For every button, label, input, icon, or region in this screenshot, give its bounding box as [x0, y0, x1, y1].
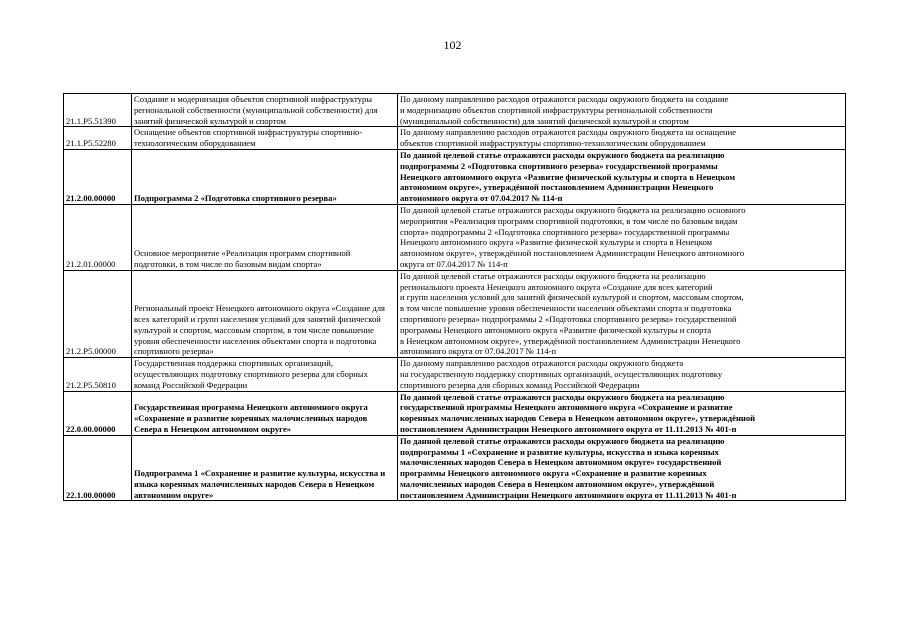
target-item-name: Региональный проект Ненецкого автономного округа «Создание для всех категорий и групп населения условий для занятий физической культурой и спортом, массовым спортом, в том числе повышение уровня обеспеченности населения объектами спорта и подготовка спортивного резерва» [132, 270, 398, 357]
target-item-name: Государственная программа Ненецкого автономного округа «Сохранение и развитие коренных малочисленных народов Севера в Ненецком автономном округе» [132, 391, 398, 435]
target-item-code: 21.2.P5.00000 [64, 270, 132, 357]
target-item-name: Подпрограмма 2 «Подготовка спортивного резерва» [132, 149, 398, 204]
table-row [64, 270, 846, 357]
target-item-code: 22.0.00.00000 [64, 391, 132, 435]
target-item-description: По данному направлению расходов отражаются расходы окружного бюджета на государственную поддержку спортивных организаций, осуществляющих подготовку спортивного резерва для сборных команд Российской Федерации [398, 358, 846, 391]
table-row [64, 391, 846, 435]
target-item-description: По данной целевой статье отражаются расходы окружного бюджета на реализацию основного мероприятия «Реализация программ спортивной подготовки, в том числе по базовым видам спорта» подпрограммы 2 «Подготовка спортивного резерва» государственной программы Ненецкого автономного округа «Развитие физической культуры и спорта в Ненецком автономном округе», утверждённой постановлением Администрации Ненецкого автономного округа от 07.04.2017 № 114-п [398, 204, 846, 270]
budget-classification-table [63, 93, 846, 501]
target-item-code: 22.1.00.00000 [64, 435, 132, 501]
target-item-name: Оснащение объектов спортивной инфраструктуры спортивно-технологическим оборудованием [132, 127, 398, 150]
table-row [64, 127, 846, 150]
target-item-description: По данной целевой статье отражаются расходы окружного бюджета на реализацию подпрограммы 2 «Подготовка спортивного резерва» государственной программы Ненецкого автономного округа «Развитие физической культуры и спорта в Ненецком автономном округе», утверждённой постановлением Администрации Ненецкого автономного округа от 07.04.2017 № 114-п [398, 149, 846, 204]
table-row [64, 435, 846, 501]
page-number: 102 [443, 38, 462, 52]
table-row [64, 204, 846, 270]
table-row [64, 94, 846, 127]
target-item-name: Государственная поддержка спортивных организаций, осуществляющих подготовку спортивного резерва для сборных команд Российской Федерации [132, 358, 398, 391]
target-item-code: 21.2.01.00000 [64, 204, 132, 270]
target-item-name: Создание и модернизация объектов спортивной инфраструктуры региональной собственности (муниципальной собственности) для занятий физической культурой и спортом [132, 94, 398, 127]
table-row [64, 149, 846, 204]
target-item-description: По данной целевой статье отражаются расходы окружного бюджета на реализацию регионального проекта Ненецкого автономного округа «Создание для всех категорий и групп населения условий для занятий физической культурой и спортом, массовым спортом, в том числе повышение уровня обеспеченности населения объектами спорта и подготовка спортивного резерва» подпрограммы 2 «Подготовка спортивного резерва» государственной программы Ненецкого автономного округа «Развитие физической культуры и спорта в Ненецком автономном округе», утверждённой постановлением Администрации Ненецкого автономного округа от 07.04.2017 № 114-п [398, 270, 846, 357]
table-body [64, 94, 846, 501]
target-item-description: По данному направлению расходов отражаются расходы окружного бюджета на оснащение объектов спортивной инфраструктуры спортивно-технологическим оборудованием [398, 127, 846, 150]
target-item-code: 21.2.P5.50810 [64, 358, 132, 391]
target-item-code: 21.2.00.00000 [64, 149, 132, 204]
target-item-description: По данной целевой статье отражаются расходы окружного бюджета на реализацию подпрограммы 1 «Сохранение и развитие культуры, искусства и языка коренных малочисленных народов Севера в Ненецком автономном округе» государственной программы Ненецкого автономного округа «Сохранение и развитие коренных малочисленных народов Севера в Ненецком автономном округе», утверждённой постановлением Администрации Ненецкого автономного округа от 11.11.2013 № 401-п [398, 435, 846, 501]
table-row [64, 358, 846, 391]
target-item-code: 21.1.P5.51390 [64, 94, 132, 127]
target-item-name: Основное мероприятие «Реализация программ спортивной подготовки, в том числе по базовым видам спорта» [132, 204, 398, 270]
target-item-description: По данному направлению расходов отражаются расходы окружного бюджета на создание и модернизацию объектов спортивной инфраструктуры региональной собственности (муниципальной собственности) для занятий физической культурой и спортом [398, 94, 846, 127]
target-item-code: 21.1.P5.52280 [64, 127, 132, 150]
target-item-description: По данной целевой статье отражаются расходы окружного бюджета на реализацию государственной программы Ненецкого автономного округа «Сохранение и развитие коренных малочисленных народов Севера в Ненецком автономном округе», утверждённой постановлением Администрации Ненецкого автономного округа от 11.11.2013 № 401-п [398, 391, 846, 435]
target-item-name: Подпрограмма 1 «Сохранение и развитие культуры, искусства и языка коренных малочисленных народов Севера в Ненецком автономном округе» [132, 435, 398, 501]
